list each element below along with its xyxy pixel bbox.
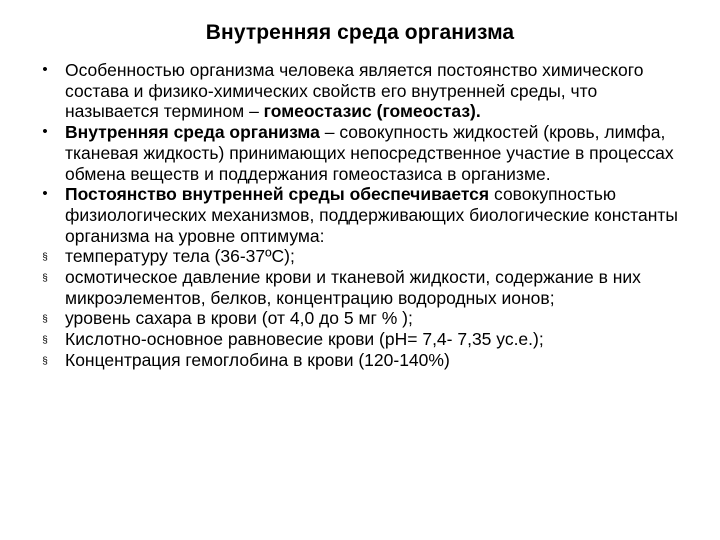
list-item xyxy=(0,246,720,267)
item-text: Кислотно-основное равновесие крови (pH= 7,4- 7,35 ус.е.); xyxy=(65,329,544,350)
item-text: Концентрация гемоглобина в крови (120-140%) xyxy=(65,349,450,370)
bullet-marker: • xyxy=(42,185,48,203)
bullet-marker: • xyxy=(42,123,48,141)
square-bullet-icon: § xyxy=(42,355,48,367)
item-text: уровень сахара в крови (от 4,0 до 5 мг % ); xyxy=(65,308,413,329)
slide-title: Внутренняя среда организма xyxy=(205,21,515,44)
item-text: температуру тела (36-37ºC); xyxy=(65,246,295,267)
item-text: Особенностью организма человека является постоянство химического состава и физико-химических свойств его внутренней среды, что называется термином – xyxy=(65,60,644,122)
square-bullet-icon: § xyxy=(42,273,48,285)
item-text: совокупностью физиологических механизмов, поддерживающих биологические константы организма на уровне оптимума: xyxy=(65,184,678,246)
content-list xyxy=(0,60,720,371)
list-item xyxy=(0,329,720,350)
item-term-bold: гомеостазис (гомеостаз). xyxy=(263,101,481,122)
list-item xyxy=(0,267,720,308)
item-term-bold: Постоянство внутренней среды обеспечивается xyxy=(65,184,490,205)
bullet-marker: • xyxy=(42,61,48,78)
square-bullet-icon: § xyxy=(42,335,48,347)
list-item xyxy=(0,60,720,122)
item-term-bold: Внутренняя среда организма xyxy=(65,122,320,143)
list-item xyxy=(0,122,720,184)
list-item xyxy=(0,350,720,371)
item-text: осмотическое давление крови и тканевой жидкости, содержание в них микроэлементов, белков, концентрацию водородных ионов; xyxy=(65,267,641,308)
square-bullet-icon: § xyxy=(42,314,48,326)
list-item xyxy=(0,308,720,329)
item-text: – совокупность жидкостей (кровь, лимфа, тканевая жидкость) принимающих непосредственное участие в процессах обмена веществ и поддержания гомеостазиса в организме. xyxy=(65,122,674,184)
list-item xyxy=(0,184,720,246)
square-bullet-icon: § xyxy=(42,252,48,264)
